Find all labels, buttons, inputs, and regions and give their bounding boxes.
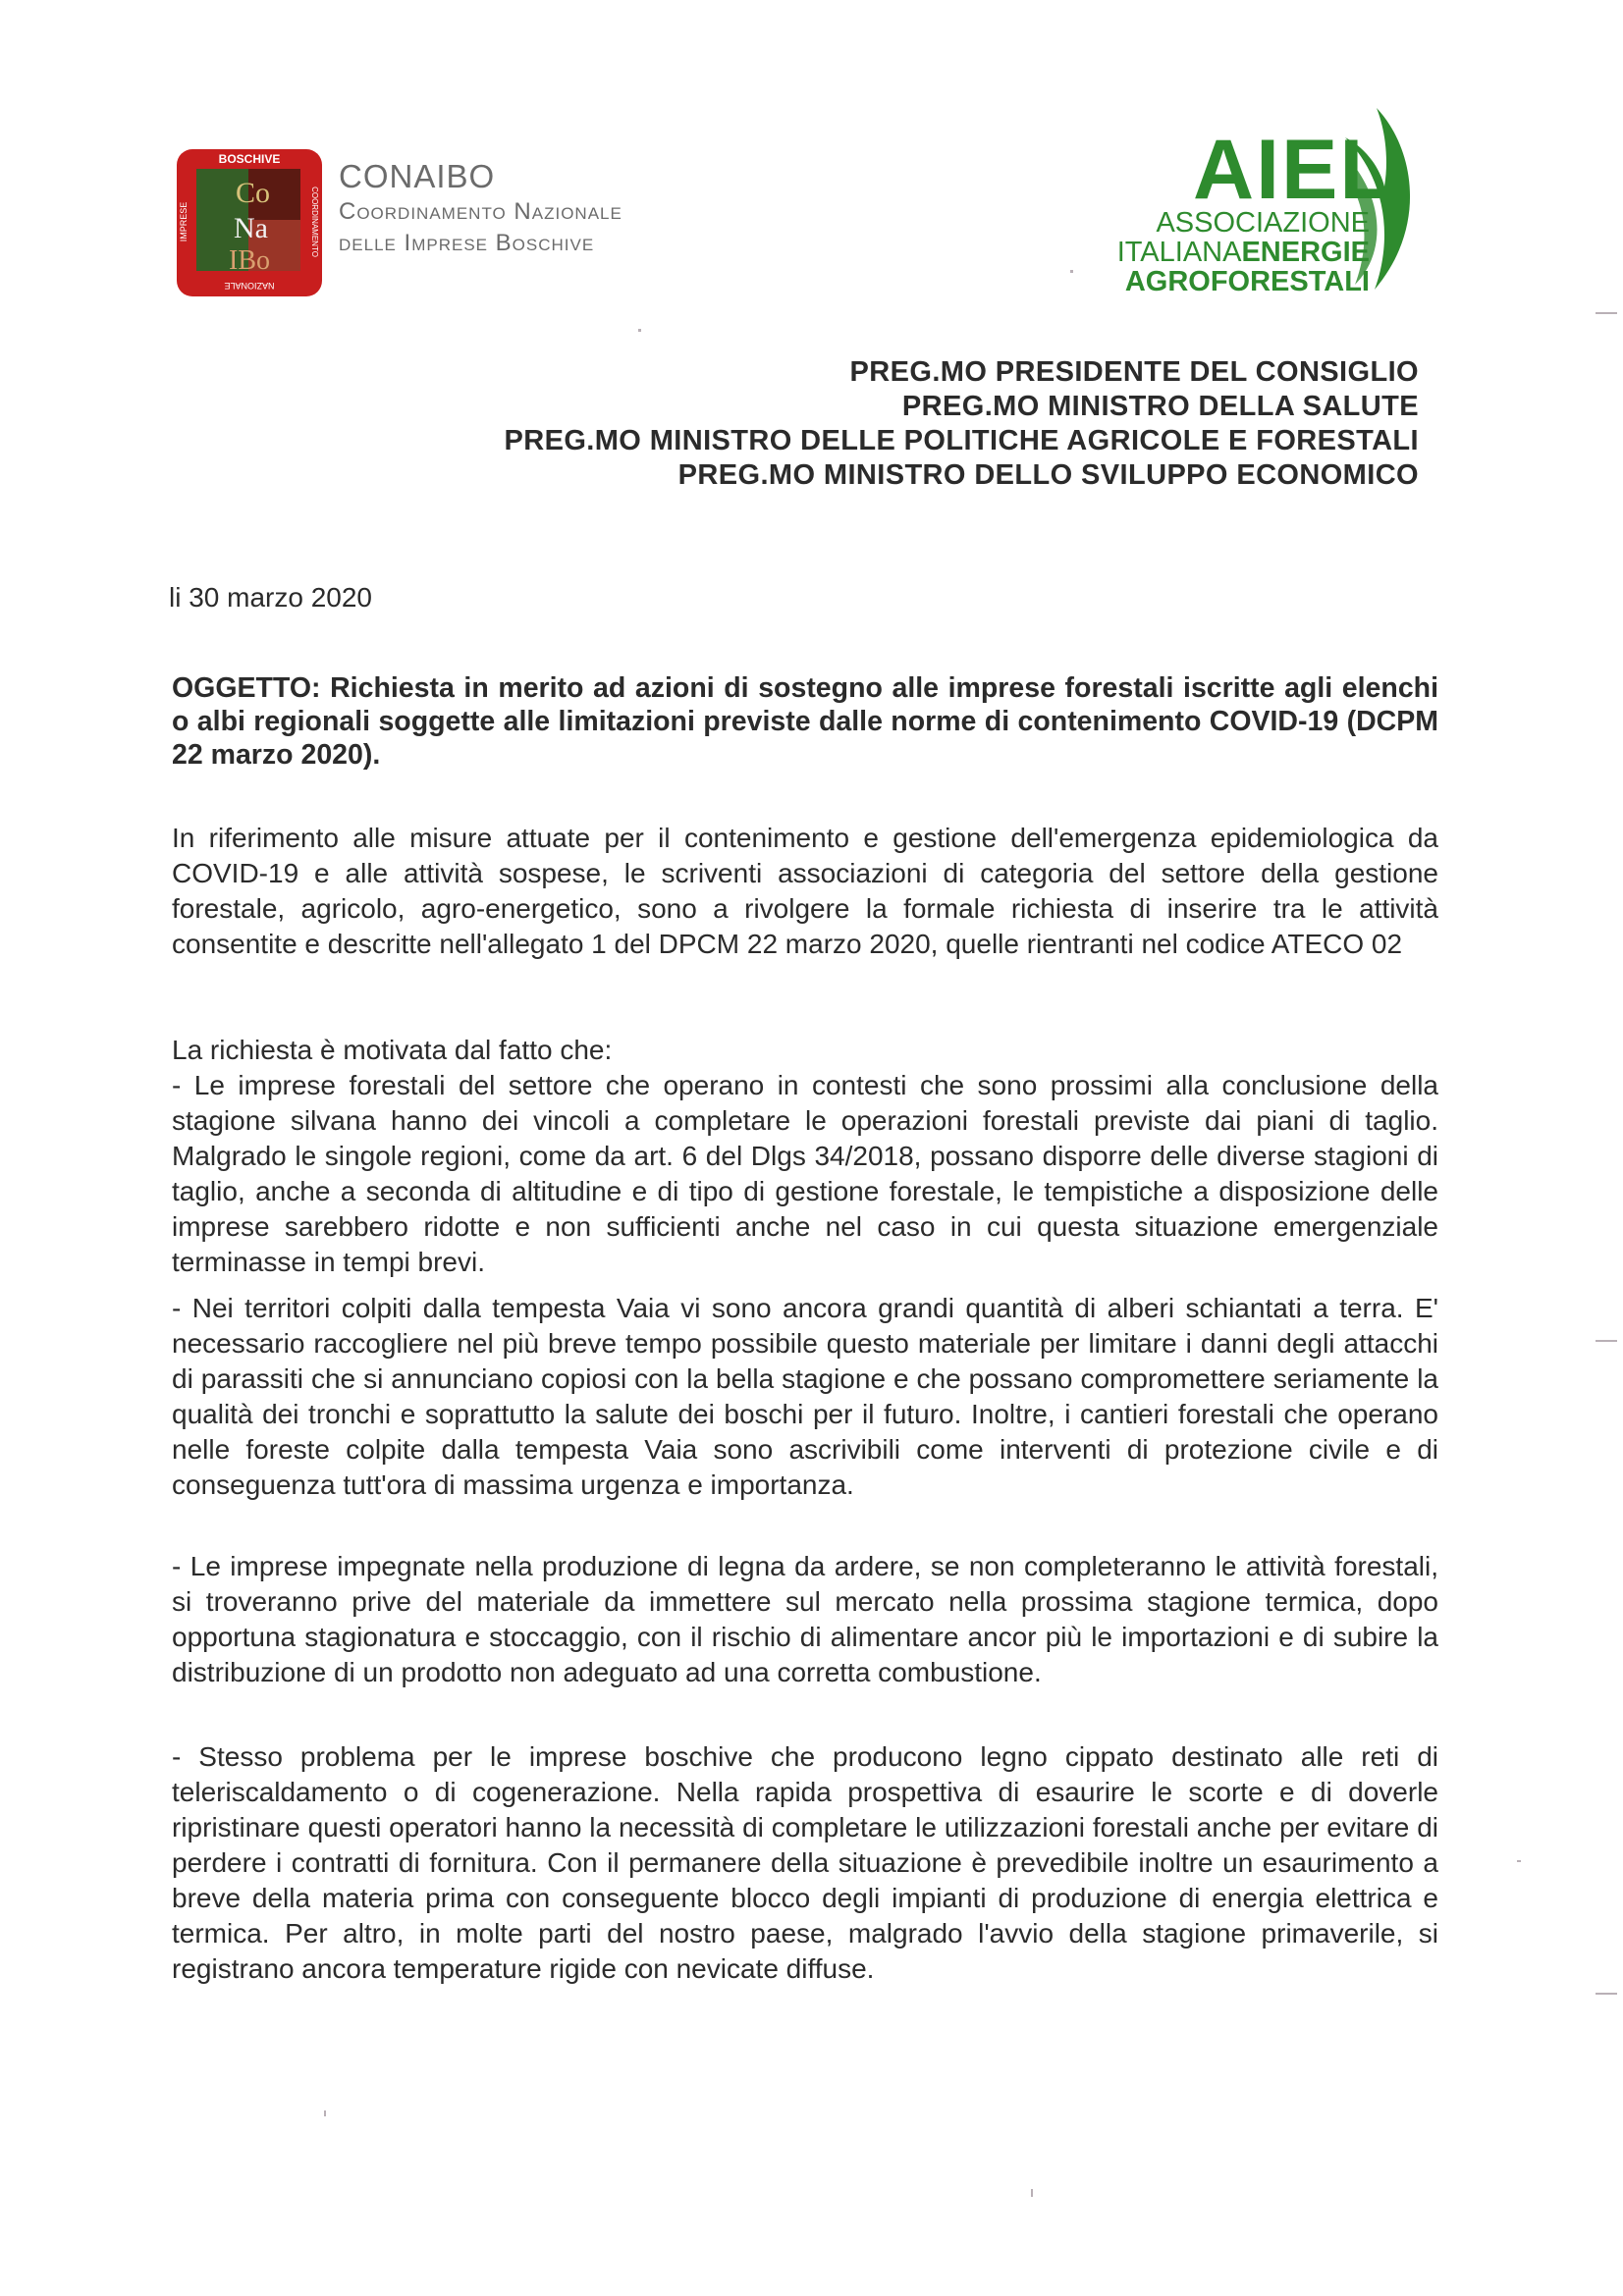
conaibo-name: CONAIBO [339, 158, 496, 194]
body-paragraph: - Stesso problema per le imprese boschive che producono legno cippato destinato alle reti di teleriscaldamento o di cogenerazione. Nella rapida prospettiva di esaurire le scorte e di doverle ripristinare questi operatori hanno la necessità di completare le utilizzazioni forestali anche per evitare di perdere i contratti di fornitura. Con il permanere della situazione è prevedibile inoltre un esaurimento a breve della materia prima con conseguente blocco degli impianti di produzione di energia elettrica e termica. Per altro, in molte parti del nostro paese, malgrado l'avvio della stagione primaverile, si registrano ancora temperature rigide con nevicate diffuse. [172, 1741, 1438, 1984]
aiel-line1: ASSOCIAZIONE [1156, 207, 1370, 239]
scan-mark [1031, 2189, 1033, 2197]
recipient-line: PREG.MO MINISTRO DELLA SALUTE [901, 391, 1419, 422]
conaibo-badge-left-text: IMPRESE [179, 201, 189, 242]
conaibo-badge-letter-1: Co [236, 177, 271, 209]
recipient-line: PREG.MO MINISTRO DELLO SVILUPPO ECONOMICO [677, 459, 1419, 491]
aiel-line3: AGROFORESTALI [1124, 266, 1370, 297]
aiel-line2-bold: ENERGIE [1241, 237, 1370, 268]
conaibo-badge-right-text: COORDINAMENTO [310, 187, 319, 257]
aiel-subtitle [1117, 208, 1370, 296]
body-paragraph: In riferimento alle misure attuate per il contenimento e gestione dell'emergenza epidemiologica da COVID-19 e alle attività sospese, le scriventi associazioni di categoria del settore della gestione forestale, agricolo, agro-energetico, sono a rivolgere la formale richiesta di inserire tra le attività consentite e descritte nell'allegato 1 del DPCM 22 marzo 2020, quelle rientranti nel codice ATECO 02 [172, 823, 1438, 959]
conaibo-badge-letter-3: IBo [229, 245, 270, 276]
recipient-line: PREG.MO PRESIDENTE DEL CONSIGLIO [849, 356, 1419, 388]
recipients-block [505, 355, 1420, 493]
conaibo-subtitle-line1: Coordinamento Nazionale [339, 198, 622, 225]
aiel-wordmark: AIEL [1193, 123, 1393, 217]
recipient-line: PREG.MO MINISTRO DELLE POLITICHE AGRICOLE E FORESTALI [504, 425, 1419, 456]
conaibo-badge-icon [175, 147, 324, 298]
scan-mark [1596, 1993, 1617, 1995]
aiel-line2 [1117, 238, 1370, 267]
subject-label: OGGETTO: [172, 672, 321, 704]
subject-text: Richiesta in merito ad azioni di sostegno alle imprese forestali iscritte agli elenchi o albi regionali soggette alle limitazioni previste dalle norme di contenimento COVID-19 (DCPM 22 marzo 2020). [172, 672, 1438, 771]
body-paragraph-intro: La richiesta è motivata dal fatto che: [172, 1035, 613, 1065]
subject-line [172, 671, 1438, 772]
conaibo-logo [175, 147, 324, 298]
scan-mark [1517, 1860, 1521, 1862]
conaibo-subtitle-line2: delle Imprese Boschive [339, 230, 595, 256]
scan-mark [324, 2110, 326, 2116]
conaibo-badge-top-text: BOSCHIVE [218, 152, 281, 166]
conaibo-heading [339, 157, 622, 259]
scan-mark [1596, 312, 1617, 314]
conaibo-badge-letter-2: Na [234, 212, 268, 244]
conaibo-badge-bottom-text: NAZIONALE [224, 281, 275, 291]
scan-mark [1070, 270, 1073, 273]
body-paragraph: - Nei territori colpiti dalla tempesta Vaia vi sono ancora grandi quantità di alberi schiantati a terra. E' necessario raccogliere nel più breve tempo possibile questo materiale per limitare i danni degli attacchi di parassiti che si annunciano copiosi con la bella stagione e che possano compromettere seriamente la qualità dei tronchi e soprattutto la salute dei boschi per il futuro. Inoltre, i cantieri forestali che operano nelle foreste colpite dalla tempesta Vaia sono ascrivibili come interventi di protezione civile e di conseguenza tutt'ora di massima urgenza e importanza. [172, 1293, 1438, 1500]
body-paragraph: - Le imprese impegnate nella produzione di legna da ardere, se non completeranno le attività forestali, si troveranno prive del materiale da immettere sul mercato nella prossima stagione termica, dopo opportuna stagionatura e stoccaggio, con il rischio di alimentare ancor più le importazioni e di subire la distribuzione di un prodotto non adeguato ad una corretta combustione. [172, 1551, 1438, 1687]
body-paragraph: - Le imprese forestali del settore che operano in contesti che sono prossimi alla conclusione della stagione silvana hanno dei vincoli a completare le operazioni forestali previste dai piani di taglio. Malgrado le singole regioni, come da art. 6 del Dlgs 34/2018, possano disporre delle diverse stagioni di taglio, anche a seconda di altitudine e di tipo di gestione forestale, le tempistiche a disposizione delle imprese sarebbero ridotte e non sufficienti anche nel caso in cui questa situazione emergenziale terminasse in tempi brevi. [172, 1070, 1438, 1277]
scan-mark [1596, 1340, 1617, 1342]
scan-mark [638, 329, 641, 332]
letter-date: li 30 marzo 2020 [169, 582, 373, 613]
aiel-line2-prefix: ITALIANA [1116, 237, 1242, 268]
